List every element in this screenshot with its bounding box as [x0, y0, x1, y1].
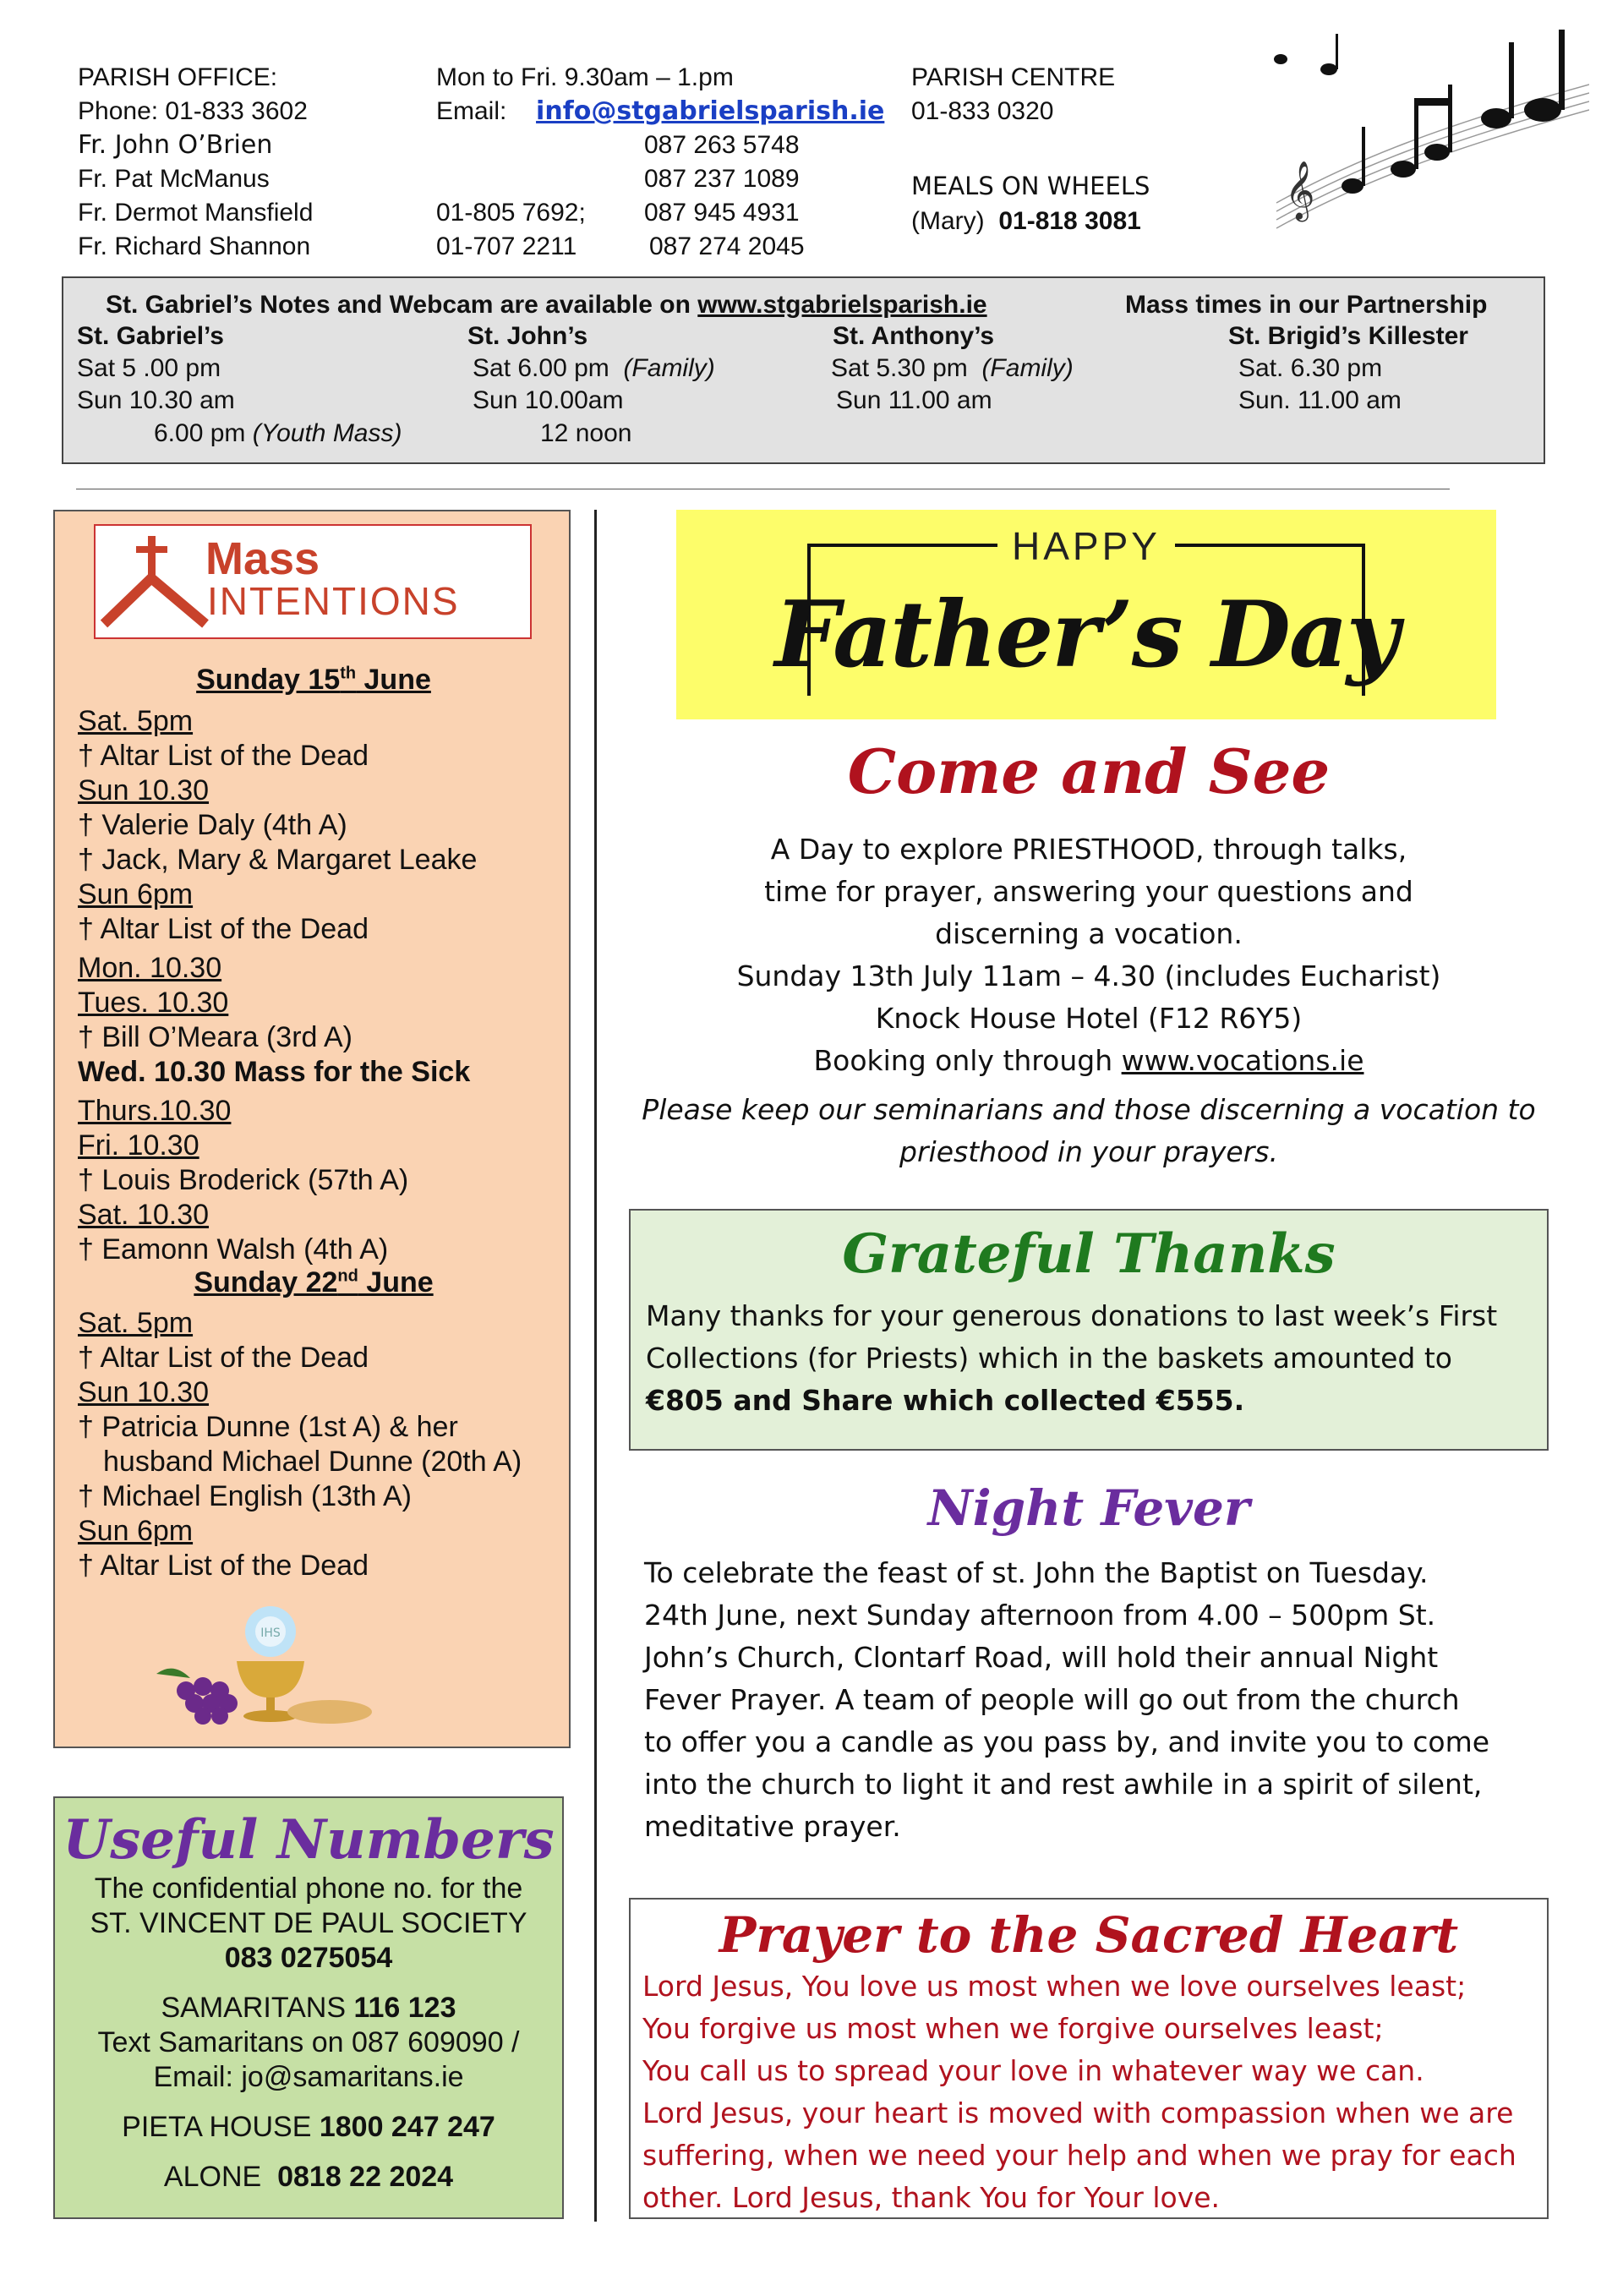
notes-row — [106, 289, 987, 321]
notes-link[interactable]: www.stgabrielsparish.ie — [697, 291, 987, 319]
church-st-brigids-name: St. Brigid’s Killester — [1228, 322, 1468, 350]
booking-row: Booking only through www.vocations.ie — [813, 1044, 1364, 1077]
seminarian-prayer-1: Please keep our seminarians and those discerning a vocation to — [642, 1093, 1536, 1126]
logo-intentions-text: INTENTIONS — [207, 579, 460, 623]
priest-shannon: Fr. Richard Shannon — [78, 232, 311, 260]
fathers-day-title: Father’s Day — [774, 582, 1398, 688]
office-phone: Phone: 01-833 3602 — [78, 97, 308, 125]
intention-line: Tues. 10.30 — [78, 987, 229, 1019]
phone-mansfield-mobile: 087 945 4931 — [644, 199, 800, 227]
prayer-line: Lord Jesus, your heart is moved with compassion when we are — [642, 2096, 1514, 2129]
priest-mansfield: Fr. Dermot Mansfield — [78, 199, 314, 227]
night-fever-line: to offer you a candle as you pass by, and invite you to come — [644, 1725, 1490, 1758]
alone-row: ALONE 0818 22 2024 — [163, 2161, 454, 2193]
email-row — [436, 95, 884, 128]
st-gabriels-sun: Sun 10.30 am — [77, 386, 235, 414]
email-link[interactable]: info@stgabrielsparish.ie — [536, 96, 885, 126]
night-fever-line: John’s Church, Clontarf Road, will hold their annual Night — [644, 1641, 1439, 1674]
vertical-divider — [594, 510, 597, 2222]
phone-mansfield-landline: 01-707 2211 — [436, 232, 577, 260]
header-col1 — [78, 61, 313, 264]
mass-intentions-logo — [94, 524, 532, 639]
useful-numbers-box — [53, 1796, 564, 2219]
intention-line: † Altar List of the Dead — [78, 1342, 369, 1374]
vocations-link[interactable]: www.vocations.ie — [1121, 1044, 1364, 1077]
svg-text:𝄞: 𝄞 — [1285, 161, 1315, 220]
host-ihs-text: IHS — [260, 1626, 281, 1640]
partnership-label: Mass times in our Partnership — [1125, 291, 1488, 319]
mass-times-box — [62, 276, 1545, 464]
prayer-line: suffering, when we need your help and when we pray for each — [642, 2139, 1516, 2172]
st-johns-sat: Sat 6.00 pm (Family) — [473, 354, 715, 382]
come-see-line: discerning a vocation. — [935, 917, 1243, 950]
church-st-gabriels-name: St. Gabriel’s — [77, 322, 224, 350]
st-brigids-sun: Sun. 11.00 am — [1238, 386, 1402, 414]
intention-line: Thurs.10.30 — [78, 1095, 232, 1127]
night-fever-line: into the church to light it and rest awhile in a spirit of silent, — [644, 1768, 1483, 1801]
svdp-line-2: ST. VINCENT DE PAUL SOCIETY — [90, 1907, 527, 1939]
meals-row — [911, 205, 1141, 238]
st-gabriels-sat: Sat 5 .00 pm — [77, 354, 221, 382]
night-fever-body — [644, 1552, 1489, 1848]
prayer-line: Lord Jesus, You love us most when we love ourselves least; — [642, 1970, 1467, 2003]
meals-label: MEALS ON WHEELS — [911, 172, 1150, 200]
grateful-thanks-box — [629, 1209, 1549, 1451]
samaritans-text: Text Samaritans on 087 609090 / — [97, 2026, 520, 2058]
intention-line: † Patricia Dunne (1st A) & her — [78, 1411, 458, 1443]
night-fever-line: Fever Prayer. A team of people will go out from the church — [644, 1683, 1460, 1716]
come-and-see-body — [629, 828, 1549, 1173]
intention-line: Sat. 5pm — [78, 1307, 194, 1339]
prayer-line: other. Lord Jesus, thank You for Your love. — [642, 2181, 1221, 2214]
come-see-line: time for prayer, answering your questions and — [764, 875, 1413, 908]
intention-line: † Altar List of the Dead — [78, 740, 369, 772]
thanks-line-3: €805 and Share which collected €555. — [646, 1384, 1245, 1417]
music-notes-icon — [1268, 25, 1589, 237]
seminarian-prayer-2: priesthood in your prayers. — [899, 1135, 1278, 1168]
night-fever-line: To celebrate the feast of st. John the Baptist on Tuesday. — [644, 1556, 1429, 1589]
svdp-number: 083 0275054 — [224, 1942, 393, 1974]
intention-line: Sun 6pm — [78, 1515, 194, 1547]
church-st-johns-name: St. John’s — [467, 322, 588, 350]
useful-numbers-title: Useful Numbers — [63, 1808, 555, 1872]
intention-line: Fri. 10.30 — [78, 1129, 199, 1162]
sunday-22-heading: Sunday 22nd June — [194, 1266, 434, 1298]
pieta-row: PIETA HOUSE 1800 247 247 — [122, 2111, 495, 2143]
night-fever-title: Night Fever — [927, 1479, 1250, 1537]
st-anthonys-sat: Sat 5.30 pm (Family) — [831, 354, 1074, 382]
intention-line: husband Michael Dunne (20th A) — [103, 1446, 522, 1478]
st-johns-noon: 12 noon — [540, 419, 632, 447]
fathers-day-banner — [676, 510, 1496, 719]
intention-line: Sun 10.30 — [78, 774, 210, 806]
st-johns-sun: Sun 10.00am — [473, 386, 624, 414]
parish-centre — [911, 61, 1115, 128]
intention-line: † Valerie Daly (4th A) — [78, 809, 347, 841]
prayer-title: Prayer to the Sacred Heart — [719, 1906, 1459, 1964]
intention-line: Sun 10.30 — [78, 1376, 210, 1408]
intention-line: Sat. 5pm — [78, 705, 194, 737]
intention-line: † Altar List of the Dead — [78, 1550, 369, 1582]
samaritans-row: SAMARITANS 116 123 — [161, 1992, 456, 2024]
night-fever-line: meditative prayer. — [644, 1810, 901, 1843]
come-and-see-title: Come and See — [847, 735, 1331, 807]
st-gabriels-youth: 6.00 pm (Youth Mass) — [154, 419, 402, 447]
phones-a — [436, 196, 586, 264]
meals-name: (Mary) — [911, 207, 985, 235]
intention-line: Wed. 10.30 Mass for the Sick — [78, 1056, 471, 1088]
intention-line: † Jack, Mary & Margaret Leake — [78, 844, 478, 876]
intention-line: † Eamonn Walsh (4th A) — [78, 1233, 389, 1266]
night-fever-line: 24th June, next Sunday afternoon from 4.00 – 500pm St. — [644, 1599, 1436, 1632]
priest-obrien: Fr. John O’Brien — [78, 130, 273, 160]
chalice-grapes-icon — [139, 1598, 376, 1725]
come-see-line: Knock House Hotel (F12 R6Y5) — [875, 1002, 1303, 1035]
thanks-line-2: Collections (for Priests) which in the baskets amounted to — [646, 1342, 1452, 1375]
intention-line: † Louis Broderick (57th A) — [78, 1164, 409, 1196]
office-label: PARISH OFFICE: — [78, 63, 278, 91]
notes-prefix: St. Gabriel’s Notes and Webcam are available on — [106, 291, 691, 319]
svdp-line-1: The confidential phone no. for the — [94, 1872, 523, 1905]
email-label: Email: — [436, 97, 507, 125]
office-hours: Mon to Fri. 9.30am – 1.pm — [436, 63, 734, 91]
sunday-15-heading: Sunday 15th June — [196, 664, 431, 696]
st-anthonys-sun: Sun 11.00 am — [836, 386, 992, 414]
come-see-line: A Day to explore PRIESTHOOD, through talks, — [770, 833, 1407, 866]
prayer-line: You call us to spread your love in whatever way we can. — [642, 2054, 1424, 2087]
meals-phone: 01-818 3081 — [998, 207, 1141, 235]
come-see-line: Sunday 13th July 11am – 4.30 (includes Eucharist) — [736, 959, 1441, 992]
thanks-body — [646, 1295, 1497, 1422]
sacred-heart-prayer-box — [629, 1898, 1549, 2219]
happy-text: HAPPY — [997, 523, 1175, 569]
phone-mcmanus-landline: 01-805 7692; — [436, 199, 586, 227]
priest-mcmanus: Fr. Pat McManus — [78, 165, 270, 193]
intention-line: † Bill O’Meara (3rd A) — [78, 1021, 352, 1053]
phone-obrien-mobile: 087 263 5748 — [644, 131, 800, 159]
phone-mcmanus-mobile: 087 237 1089 — [644, 165, 800, 193]
intention-line: Sat. 10.30 — [78, 1199, 210, 1231]
intention-line: Sun 6pm — [78, 878, 194, 910]
prayer-body — [642, 1965, 1516, 2219]
prayer-line: You forgive us most when we forgive ourselves least; — [642, 2012, 1384, 2045]
samaritans-email: Email: jo@samaritans.ie — [153, 2061, 464, 2093]
intention-line: † Michael English (13th A) — [78, 1480, 412, 1512]
phones-b — [644, 128, 805, 264]
phone-shannon-mobile: 087 274 2045 — [649, 232, 805, 260]
mass-intentions-box — [53, 510, 571, 1748]
centre-phone: 01-833 0320 — [911, 97, 1054, 125]
grateful-thanks-title: Grateful Thanks — [842, 1222, 1336, 1286]
logo-mass-text: Mass — [205, 533, 320, 584]
intention-line: † Altar List of the Dead — [78, 913, 369, 945]
church-st-anthonys-name: St. Anthony’s — [833, 322, 995, 350]
st-brigids-sat: Sat. 6.30 pm — [1238, 354, 1383, 382]
thanks-line-1: Many thanks for your generous donations to last week’s First — [646, 1299, 1498, 1332]
intention-line: Mon. 10.30 — [78, 952, 222, 984]
centre-label: PARISH CENTRE — [911, 63, 1116, 91]
